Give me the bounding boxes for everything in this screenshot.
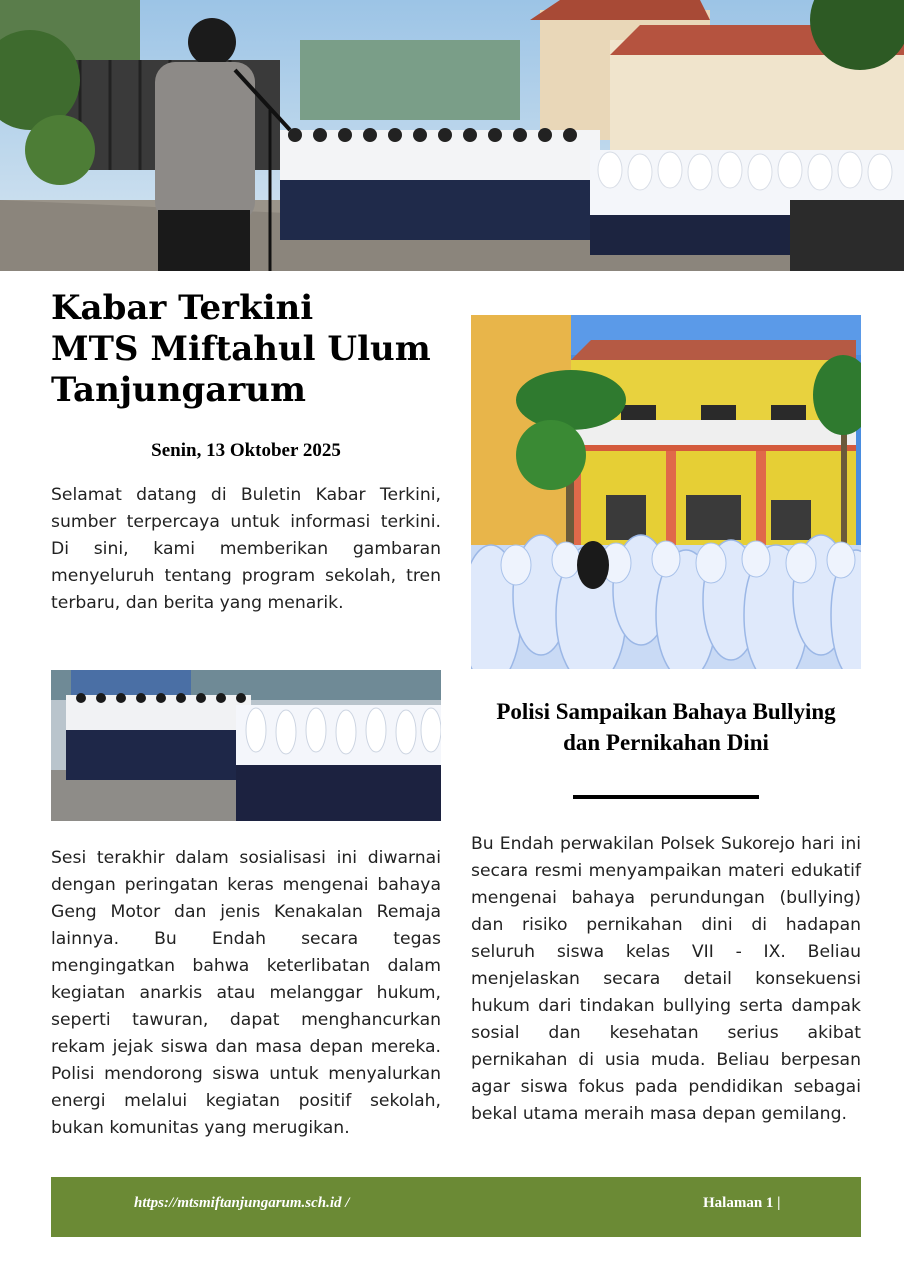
footer-bar [51,1177,861,1237]
article-body-left: Sesi terakhir dalam sosialisasi ini diwarnai dengan peringatan keras mengenai bahaya Geng Motor dan jenis Kenakalan Remaja lainnya. Bu Endah secara tegas mengingatkan bahwa keterlibatan dalam kegiatan anarkis atau melanggar hukum, seperti tawuran, dapat menghancurkan rekam jejak siswa dan masa depan mereka. Polisi mendorong siswa untuk menyalurkan energi melalui kegiatan positif sekolah, bukan komunitas yang merugikan. [51,848,441,1138]
photo-students-lineup [51,670,441,821]
page-title [51,288,451,411]
intro-paragraph: Selamat datang di Buletin Kabar Terkini, sumber terpercaya untuk informasi terkini. Di sini, kami memberikan gambaran menyeluruh tentang program sekolah, tren terbaru, dan berita yang menarik. [51,485,441,613]
title-line-3: Tanjungarum [51,370,306,410]
article-body-right: Bu Endah perwakilan Polsek Sukorejo hari ini secara resmi menyampaikan materi edukatif mengenai bahaya perundungan (bullying) dan risiko pernikahan dini di hadapan seluruh siswa kelas VII - IX. Beliau menjelaskan secara detail konsekuensi hukum dari tindakan bullying serta dampak sosial dan kesehatan serius akibat pernikahan di usia muda. Beliau berpesan agar siswa fokus pada pendidikan sebagai bekal utama meraih masa depan gemilang. [471,834,861,1124]
headline-line-2: dan Pernikahan Dini [563,730,769,755]
photo-school-building [471,315,861,669]
footer-page-number: Halaman 1 | [703,1195,781,1211]
hero-photo-flag-ceremony [0,0,904,271]
footer-website-link[interactable]: https://mtsmiftanjungarum.sch.id / [134,1195,350,1211]
issue-date: Senin, 13 Oktober 2025 [151,440,341,461]
title-line-1: Kabar Terkini [51,288,314,328]
article-headline [471,696,861,758]
headline-line-1: Polisi Sampaikan Bahaya Bullying [496,699,836,724]
headline-divider [573,795,759,799]
title-line-2: MTS Miftahul Ulum [51,329,431,369]
